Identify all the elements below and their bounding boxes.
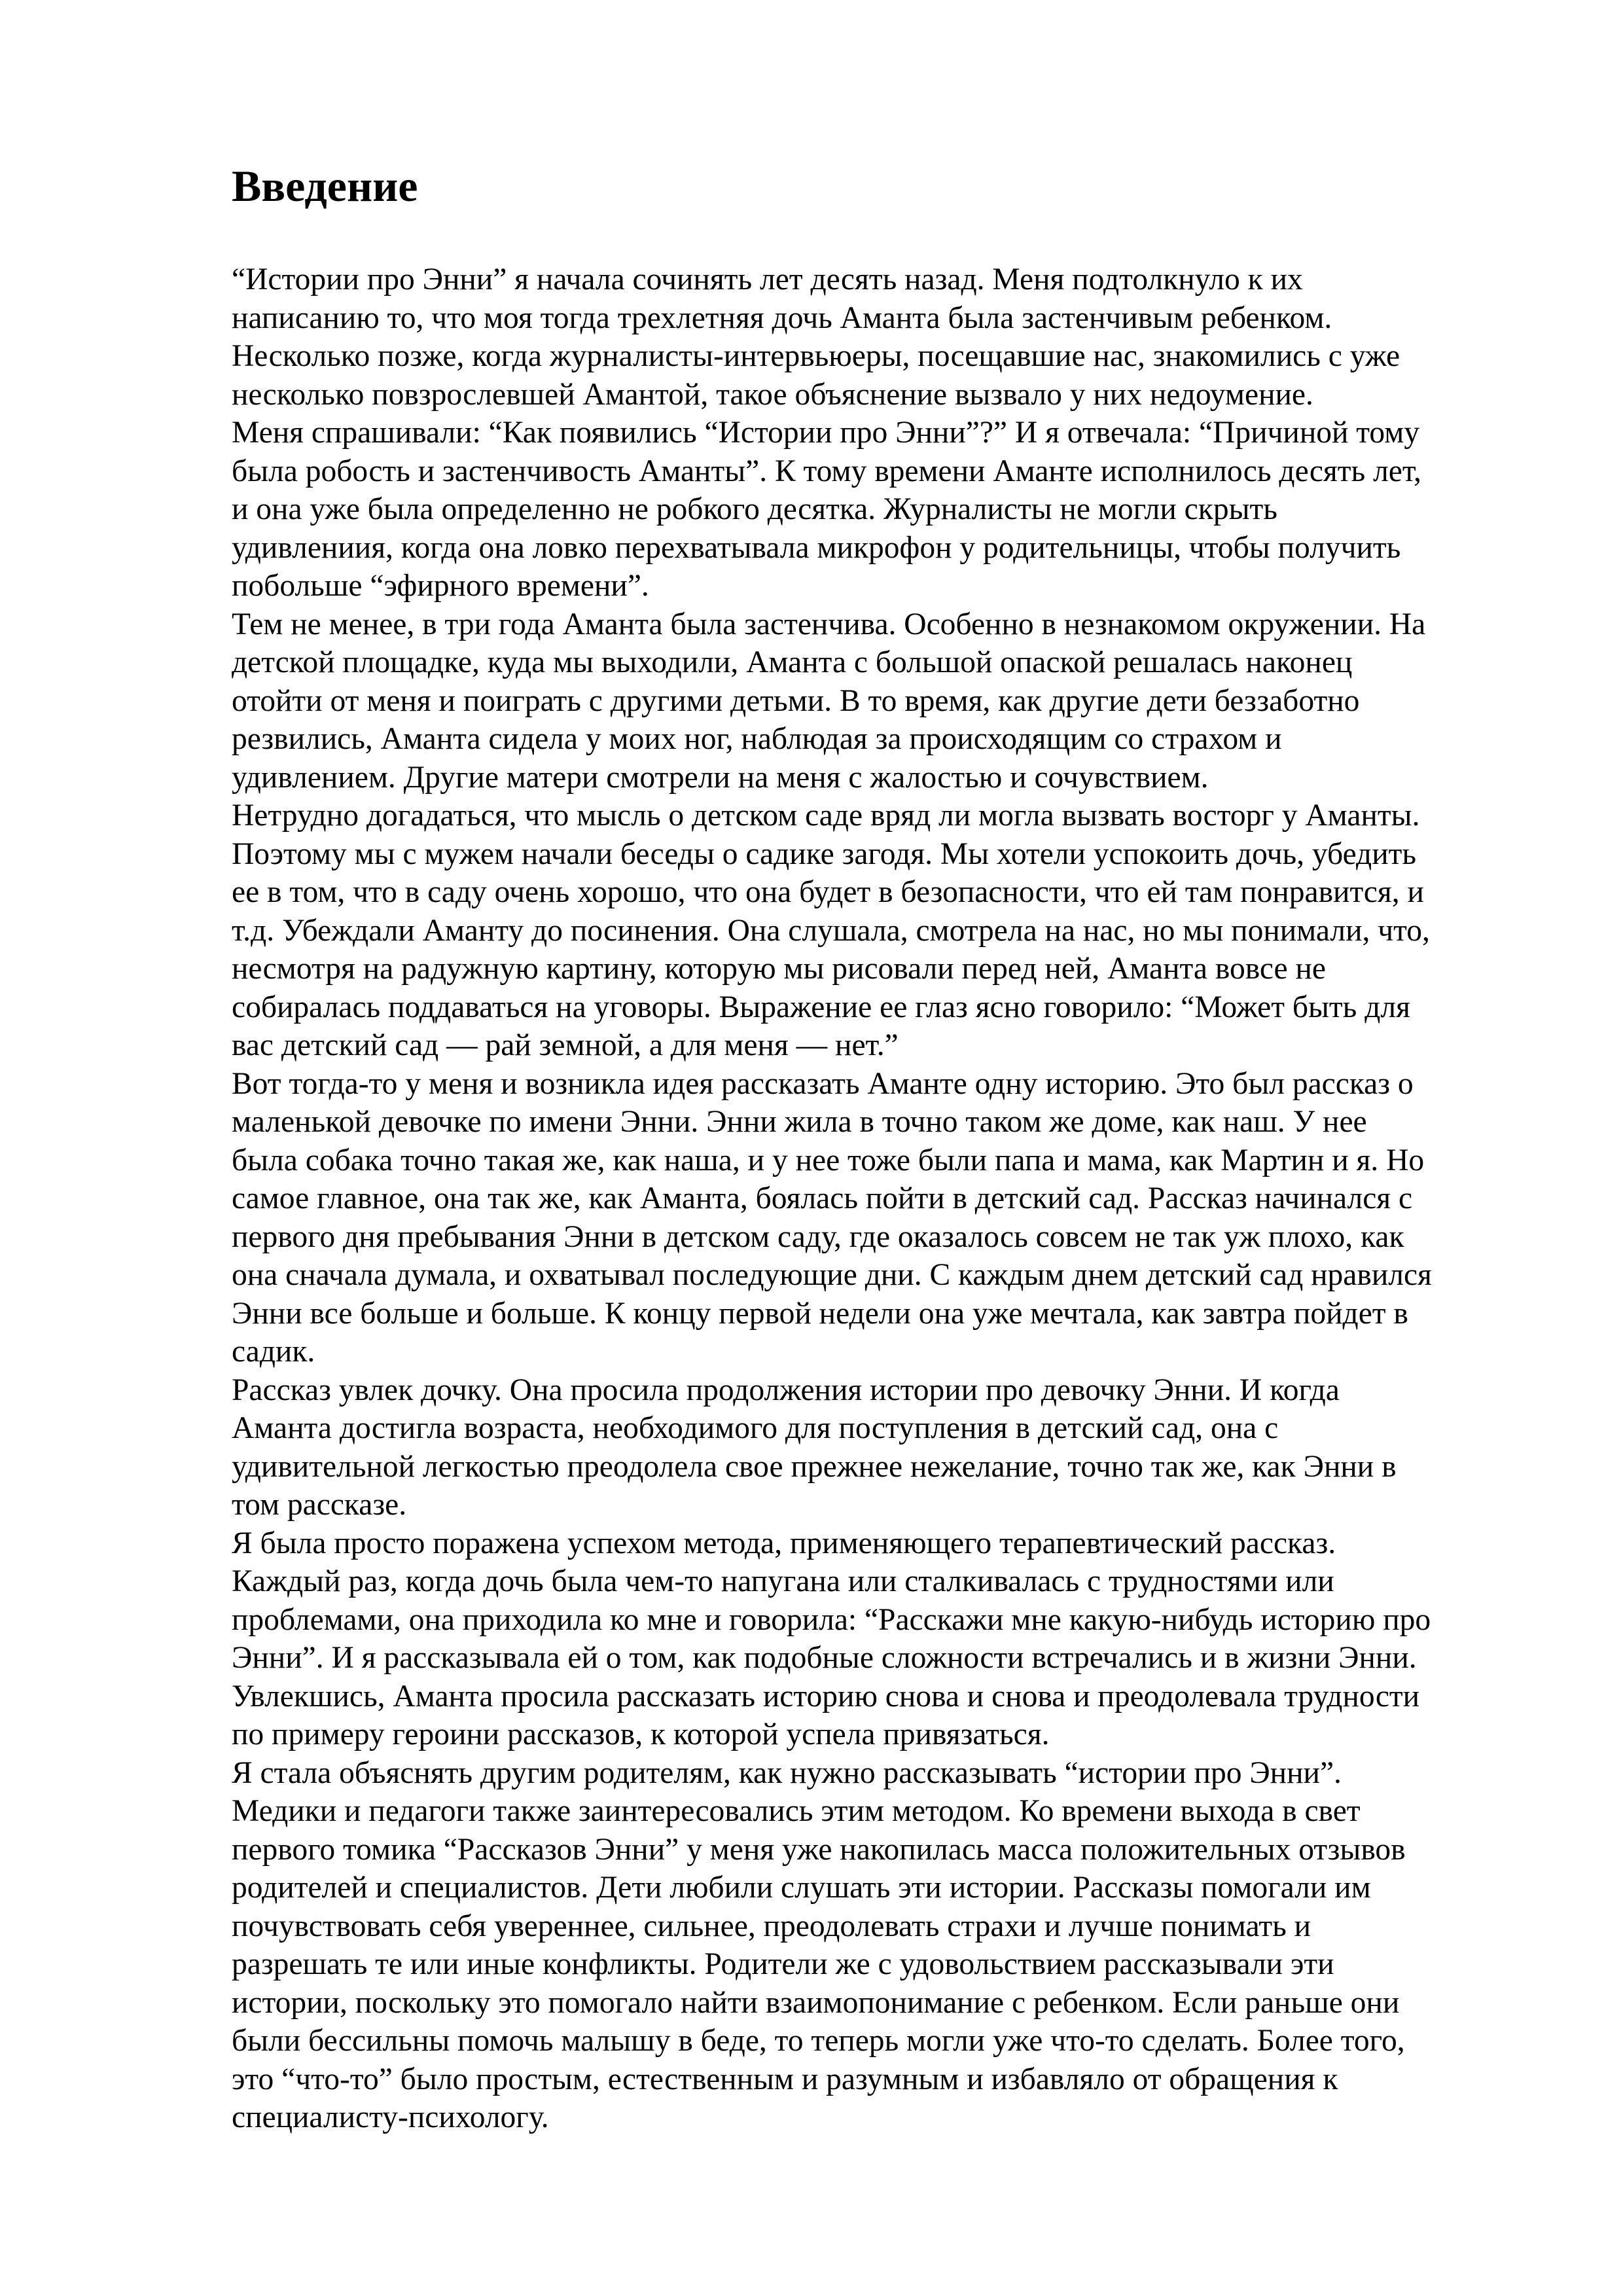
- text-line: удивлениия, когда она ловко перехватывала микрофон у родительницы, чтобы получить: [232, 530, 1401, 565]
- page-heading: Введение: [232, 161, 418, 211]
- text-line: первого дня пребывания Энни в детском саду, где оказалось совсем не так уж плохо, как: [232, 1219, 1404, 1254]
- text-line: разрешать те или иные конфликты. Родители же с удовольствием рассказывали эти: [232, 1947, 1334, 1981]
- text-line: резвились, Аманта сидела у моих ног, наблюдая за происходящим со страхом и: [232, 722, 1282, 756]
- text-line: садик.: [232, 1335, 315, 1369]
- text-line: была собака точно такая же, как наша, и у нее тоже были папа и мама, как Мартин и я. Но: [232, 1143, 1425, 1177]
- text-line: Энни”. И я рассказывала ей о том, как подобные сложности встречались и в жизни Энни.: [232, 1641, 1417, 1675]
- text-line: удивительной легкостью преодолела свое прежнее нежелание, точно так же, как Энни в: [232, 1449, 1397, 1484]
- text-line: Аманта достигла возраста, необходимого для поступления в детский сад, она с: [232, 1411, 1279, 1445]
- text-line: почувствовать себя увереннее, сильнее, преодолевать страхи и лучше понимать и: [232, 1909, 1311, 1943]
- text-line: Меня спрашивали: “Как появились “Истории про Энни”?” И я отвечала: “Причиной тому: [232, 416, 1420, 450]
- text-line: собиралась поддаваться на уговоры. Выражение ее глаз ясно говорило: “Может быть для: [232, 990, 1410, 1024]
- text-line: родителей и специалистов. Дети любили слушать эти истории. Рассказы помогали им: [232, 1871, 1371, 1905]
- text-line: т.д. Убеждали Аманту до посинения. Она слушала, смотрела на нас, но мы понимали, что,: [232, 913, 1430, 948]
- text-line: истории, поскольку это помогало найти взаимопонимание с ребенком. Если раньше они: [232, 1985, 1400, 2020]
- text-line: были бессильны помочь малышу в беде, то теперь могли уже что-то сделать. Более того,: [232, 2024, 1405, 2058]
- text-line: была робость и застенчивость Аманты”. К тому времени Аманте исполнилось десять лет,: [232, 454, 1421, 488]
- text-line: побольше “эфирного времени”.: [232, 569, 649, 603]
- text-line: она сначала думала, и охватывал последующие дни. С каждым днем детский сад нравился: [232, 1258, 1432, 1292]
- text-line: проблемами, она приходила ко мне и говорила: “Расскажи мне какую-нибудь историю про: [232, 1602, 1431, 1637]
- text-line: детской площадке, куда мы выходили, Аманта с большой опаской решалась наконец: [232, 645, 1353, 679]
- text-line: вас детский сад — рай земной, а для меня — нет.”: [232, 1028, 899, 1062]
- text-line: Медики и педагоги также заинтересовались этим методом. Ко времени выхода в свет: [232, 1794, 1361, 1828]
- text-line: и она уже была определенно не робкого десятка. Журналисты не могли скрыть: [232, 492, 1277, 526]
- body-text: [232, 260, 1514, 2137]
- text-line: несколько повзрослевшей Амантой, такое объяснение вызвало у них недоумение.: [232, 377, 1313, 412]
- text-line: несмотря на радужную картину, которую мы рисовали перед ней, Аманта вовсе не: [232, 952, 1326, 986]
- text-line: Каждый раз, когда дочь была чем-то напугана или сталкивалась с трудностями или: [232, 1564, 1334, 1598]
- text-line: Нетрудно догадаться, что мысль о детском саде вряд ли могла вызвать восторг у Аманты.: [232, 798, 1420, 833]
- text-line: ее в том, что в саду очень хорошо, что она будет в безопасности, что ей там понравится, и: [232, 875, 1424, 909]
- text-line: по примеру героини рассказов, к которой успела привязаться.: [232, 1717, 1050, 1751]
- text-line: написанию то, что моя тогда трехлетняя дочь Аманта была застенчивым ребенком.: [232, 300, 1332, 335]
- text-line: Вот тогда-то у меня и возникла идея рассказать Аманте одну историю. Это был рассказ о: [232, 1066, 1414, 1101]
- text-line: это “что-то” было простым, естественным и разумным и избавляло от обращения к: [232, 2062, 1338, 2096]
- text-line: Тем не менее, в три года Аманта была застенчива. Особенно в незнакомом окружении. На: [232, 607, 1426, 641]
- text-line: отойти от меня и поиграть с другими детьми. В то время, как другие дети беззаботно: [232, 683, 1360, 718]
- text-line: Я стала объяснять другим родителям, как нужно рассказывать “истории про Энни”.: [232, 1755, 1342, 1790]
- text-line: Рассказ увлек дочку. Она просила продолжения истории про девочку Энни. И когда: [232, 1372, 1340, 1407]
- text-line: Энни все больше и больше. К концу первой недели она уже мечтала, как завтра пойдет в: [232, 1296, 1408, 1331]
- text-line: первого томика “Рассказов Энни” у меня уже накопилась масса положительных отзывов: [232, 1832, 1406, 1867]
- text-line: специалисту-психологу.: [232, 2100, 549, 2134]
- document-page: [232, 153, 1514, 2137]
- text-line: удивлением. Другие матери смотрели на меня с жалостью и сочувствием.: [232, 760, 1209, 795]
- text-line: Я была просто поражена успехом метода, применяющего терапевтический рассказ.: [232, 1526, 1336, 1560]
- text-line: Увлекшись, Аманта просила рассказать историю снова и снова и преодолевала трудности: [232, 1679, 1420, 1713]
- text-line: Поэтому мы с мужем начали беседы о садике загодя. Мы хотели успокоить дочь, убедить: [232, 836, 1417, 871]
- text-line: “Истории про Энни” я начала сочинять лет десять назад. Меня подтолкнуло к их: [232, 262, 1303, 296]
- text-line: самое главное, она так же, как Аманта, боялась пойти в детский сад. Рассказ начинался с: [232, 1181, 1413, 1215]
- text-line: Несколько позже, когда журналисты-интервьюеры, посещавшие нас, знакомились с уже: [232, 339, 1400, 373]
- text-line: маленькой девочке по имени Энни. Энни жила в точно таком же доме, как наш. У нее: [232, 1105, 1367, 1139]
- text-line: том рассказе.: [232, 1488, 407, 1522]
